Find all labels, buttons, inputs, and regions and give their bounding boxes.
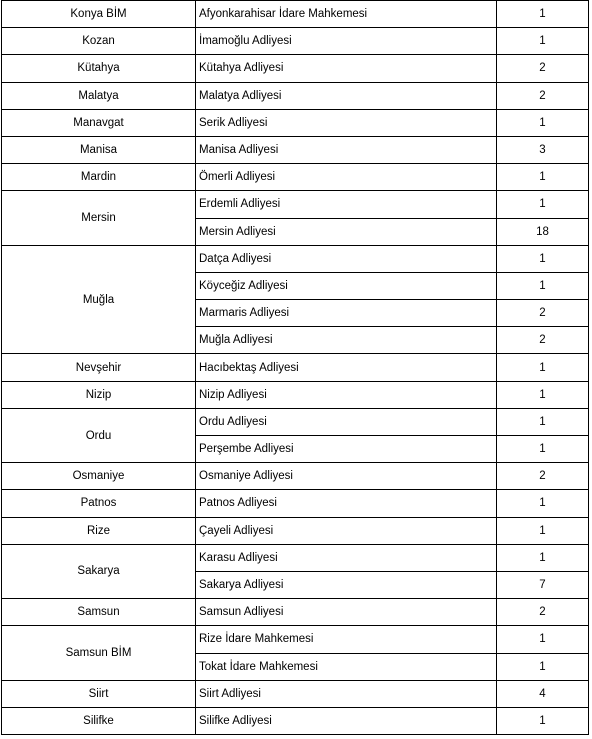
city-cell: Nizip	[2, 381, 196, 408]
court-cell: Kütahya Adliyesi	[196, 55, 497, 82]
count-cell: 2	[497, 327, 589, 354]
count-cell: 2	[497, 55, 589, 82]
court-cell: Rize İdare Mahkemesi	[196, 626, 497, 653]
court-cell: Mersin Adliyesi	[196, 218, 497, 245]
count-cell: 18	[497, 218, 589, 245]
city-cell: Kozan	[2, 28, 196, 55]
count-cell: 7	[497, 571, 589, 598]
count-cell: 1	[497, 28, 589, 55]
court-cell: Marmaris Adliyesi	[196, 300, 497, 327]
table-row	[2, 517, 589, 544]
table-row	[2, 164, 589, 191]
court-cell: Datça Adliyesi	[196, 245, 497, 272]
city-cell: Samsun	[2, 599, 196, 626]
court-cell: Patnos Adliyesi	[196, 490, 497, 517]
table-row	[2, 354, 589, 381]
table-row	[2, 55, 589, 82]
city-cell: Konya BİM	[2, 1, 196, 28]
court-cell: Ordu Adliyesi	[196, 408, 497, 435]
table-row	[2, 599, 589, 626]
city-cell: Malatya	[2, 82, 196, 109]
table-row	[2, 28, 589, 55]
city-cell: Muğla	[2, 245, 196, 354]
city-cell: Mersin	[2, 191, 196, 245]
court-cell: Çayeli Adliyesi	[196, 517, 497, 544]
count-cell: 1	[497, 354, 589, 381]
court-cell: Malatya Adliyesi	[196, 82, 497, 109]
court-assignment-table	[1, 0, 589, 735]
count-cell: 3	[497, 136, 589, 163]
court-cell: Karasu Adliyesi	[196, 544, 497, 571]
court-cell: Erdemli Adliyesi	[196, 191, 497, 218]
table-body	[2, 1, 589, 735]
city-cell: Mardin	[2, 164, 196, 191]
court-cell: Muğla Adliyesi	[196, 327, 497, 354]
table-row	[2, 490, 589, 517]
court-cell: Köyceğiz Adliyesi	[196, 272, 497, 299]
count-cell: 1	[497, 490, 589, 517]
table-row	[2, 245, 589, 272]
table-row	[2, 1, 589, 28]
count-cell: 1	[497, 272, 589, 299]
court-cell: Siirt Adliyesi	[196, 680, 497, 707]
city-cell: Ordu	[2, 408, 196, 462]
count-cell: 1	[497, 544, 589, 571]
city-cell: Samsun BİM	[2, 626, 196, 680]
count-cell: 2	[497, 300, 589, 327]
table-row	[2, 82, 589, 109]
city-cell: Manisa	[2, 136, 196, 163]
count-cell: 1	[497, 381, 589, 408]
table-row	[2, 136, 589, 163]
city-cell: Patnos	[2, 490, 196, 517]
table-row	[2, 707, 589, 734]
city-cell: Nevşehir	[2, 354, 196, 381]
count-cell: 2	[497, 82, 589, 109]
court-cell: İmamoğlu Adliyesi	[196, 28, 497, 55]
count-cell: 1	[497, 653, 589, 680]
court-cell: Serik Adliyesi	[196, 109, 497, 136]
court-cell: Hacıbektaş Adliyesi	[196, 354, 497, 381]
count-cell: 1	[497, 191, 589, 218]
table-row	[2, 463, 589, 490]
table-row	[2, 191, 589, 218]
count-cell: 1	[497, 408, 589, 435]
city-cell: Sakarya	[2, 544, 196, 598]
table-row	[2, 680, 589, 707]
table-row	[2, 544, 589, 571]
court-cell: Samsun Adliyesi	[196, 599, 497, 626]
city-cell: Silifke	[2, 707, 196, 734]
court-cell: Nizip Adliyesi	[196, 381, 497, 408]
count-cell: 1	[497, 436, 589, 463]
city-cell: Siirt	[2, 680, 196, 707]
table-row	[2, 408, 589, 435]
court-cell: Ömerli Adliyesi	[196, 164, 497, 191]
city-cell: Kütahya	[2, 55, 196, 82]
count-cell: 1	[497, 626, 589, 653]
city-cell: Rize	[2, 517, 196, 544]
table-row	[2, 109, 589, 136]
court-cell: Osmaniye Adliyesi	[196, 463, 497, 490]
court-cell: Tokat İdare Mahkemesi	[196, 653, 497, 680]
count-cell: 1	[497, 707, 589, 734]
city-cell: Manavgat	[2, 109, 196, 136]
table-row	[2, 381, 589, 408]
court-cell: Afyonkarahisar İdare Mahkemesi	[196, 1, 497, 28]
count-cell: 4	[497, 680, 589, 707]
court-cell: Manisa Adliyesi	[196, 136, 497, 163]
table-row	[2, 626, 589, 653]
count-cell: 1	[497, 1, 589, 28]
count-cell: 2	[497, 599, 589, 626]
count-cell: 1	[497, 109, 589, 136]
count-cell: 1	[497, 517, 589, 544]
city-cell: Osmaniye	[2, 463, 196, 490]
count-cell: 1	[497, 164, 589, 191]
court-cell: Sakarya Adliyesi	[196, 571, 497, 598]
count-cell: 1	[497, 245, 589, 272]
count-cell: 2	[497, 463, 589, 490]
court-cell: Perşembe Adliyesi	[196, 436, 497, 463]
court-cell: Silifke Adliyesi	[196, 707, 497, 734]
